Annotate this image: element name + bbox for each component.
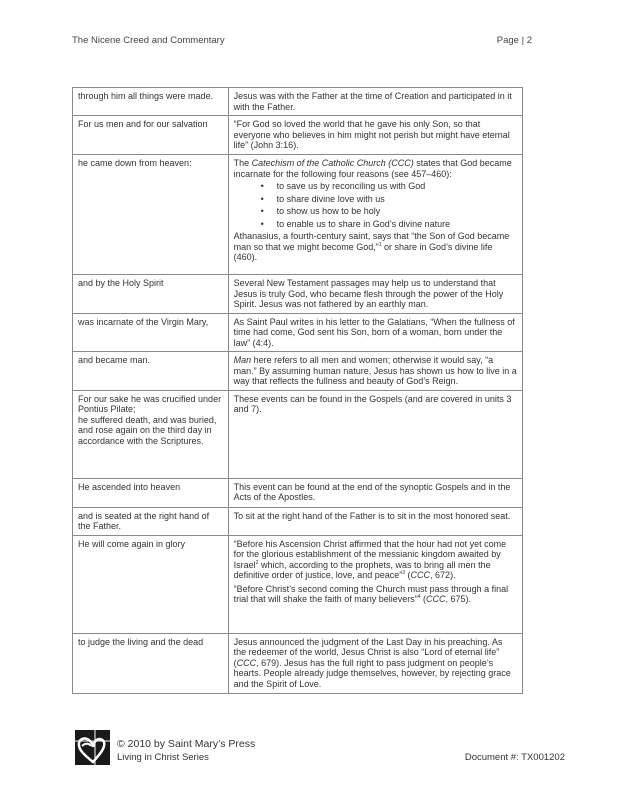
creed-cell: to judge the living and the dead (73, 633, 229, 693)
text-run: or share in God’s divine life (460). (233, 241, 493, 262)
commentary-cell (228, 155, 522, 275)
list-item: • to show us how to be holy (261, 206, 517, 217)
creed-cell: was incarnate of the Virgin Mary, (73, 313, 229, 352)
creed-cell: and by the Holy Spirit (73, 275, 229, 314)
table-row (73, 313, 523, 352)
creed-cell (73, 390, 229, 478)
text-run: which, according to the prophets, was to bring all men the definitive order of justice, love, and peace” (233, 559, 491, 580)
list-item: • to enable us to share in God’s divine nature (261, 219, 517, 230)
commentary-cell (228, 633, 522, 693)
table-row (73, 535, 523, 633)
citation-abbrev: CCC (426, 594, 446, 604)
creed-cell: He ascended into heaven (73, 478, 229, 507)
text-run: , 675). (445, 594, 472, 604)
creed-cell: through him all things were made. (73, 88, 229, 116)
table-row (73, 88, 523, 116)
text-run: ( (420, 594, 427, 604)
text-run: Athanasius, a fourth-century saint, says that “the Son of God became man so that we might become God,” (233, 231, 510, 252)
footnote-ref: 1 (378, 241, 382, 248)
athanasius-quote (234, 231, 517, 263)
commentary-cell: “For God so loved the world that he gave his only Son, so that everyone who believes in him might not perish but might have eternal life” (John 3:16). (228, 116, 522, 155)
text-run: , 672). (430, 570, 456, 580)
creed-cell: and is seated at the right hand of the Father. (73, 507, 229, 535)
creed-cell: For us men and for our salvation (73, 116, 229, 155)
commentary-cell: These events can be found in the Gospels (and are covered in units 3 and 7). (228, 390, 522, 478)
footnote-ref: 3 (402, 570, 406, 576)
text-run: “Before his Ascension Christ affirmed that the hour had not yet come for the glorious establishment of the messianic kingdom awaited by Israel (233, 538, 507, 570)
commentary-intro (234, 158, 517, 179)
publisher-logo-icon (75, 730, 110, 765)
second-coming-quote (234, 584, 517, 605)
creed-cell: he came down from heaven: (73, 155, 229, 275)
commentary-cell (228, 535, 522, 633)
table-row (73, 275, 523, 314)
creed-commentary-table (72, 87, 523, 694)
copyright-notice: © 2010 by Saint Mary’s Press (117, 738, 256, 750)
text-run: here refers to all men and women; otherwise it would say, “a man.” By assuming human nature, Jesus has shown us how to live in a way that reflects the fullness and beauty of God’s Reign. (233, 355, 517, 386)
commentary-cell: This event can be found at the end of the synoptic Gospels and in the Acts of the Apostles. (228, 478, 522, 507)
list-item: • to save us by reconciling us with God (261, 181, 517, 192)
text-run: Jesus announced the judgment of the Last Day in his preaching. As the redeemer of the world, Jesus Christ is also “Lord of eternal life” ( (233, 636, 503, 668)
commentary-cell (228, 352, 522, 391)
table-row (73, 507, 523, 535)
table-row (73, 352, 523, 391)
table-row (73, 116, 523, 155)
page-number: Page | 2 (496, 35, 532, 46)
creed-cell: He will come again in glory (73, 535, 229, 633)
creed-line: For our sake he was crucified under Pontius Pilate; (78, 393, 222, 414)
text-run: The (233, 158, 252, 168)
catechism-title: Catechism of the Catholic Church (CCC) (251, 158, 414, 168)
document-number: Document #: TX001202 (464, 752, 565, 763)
commentary-cell: Jesus was with the Father at the time of Creation and participated in it with the Father. (228, 88, 522, 116)
table-row (73, 390, 523, 478)
table-row (73, 633, 523, 693)
commentary-cell: To sit at the right hand of the Father is to sit in the most honored seat. (228, 507, 522, 535)
text-run: , 679). Jesus has the full right to pass judgment on people’s hearts. People already judge themselves, however, by rejecting grace and the Spirit of Love. (233, 657, 511, 689)
table-row (73, 478, 523, 507)
ascension-quote (234, 539, 517, 581)
document-title: The Nicene Creed and Commentary (72, 35, 225, 46)
commentary-cell: Several New Testament passages may help us to understand that Jesus is truly God, who became flesh through the power of the Holy Spirit. Jesus was not fathered by an earthly man. (228, 275, 522, 314)
series-name: Living in Christ Series (117, 752, 209, 763)
italic-term: Man (233, 355, 252, 365)
footnote-ref: 4 (417, 594, 421, 600)
text-run: “Before Christ’s second coming the Church must pass through a final trial that will shake the faith of many believers” (233, 583, 509, 604)
footnote-ref: 2 (255, 559, 259, 566)
creed-line: he suffered death, and was buried, and rose again on the third day in accordance with the Scriptures. (78, 414, 217, 446)
citation-abbrev: CCC (410, 570, 431, 580)
commentary-cell: As Saint Paul writes in his letter to the Galatians, “When the fullness of time had come, God sent his Son, born of a woman, born under the law” (4:4). (228, 313, 522, 352)
table-row (73, 155, 523, 275)
reasons-list (234, 181, 517, 229)
text-run: ( (405, 570, 411, 580)
citation-abbrev: CCC (236, 657, 257, 668)
list-item: • to share divine love with us (261, 194, 517, 205)
creed-cell: and became man. (73, 352, 229, 391)
text-run: states that God became incarnate for the following four reasons (see 457–460): (233, 158, 512, 179)
